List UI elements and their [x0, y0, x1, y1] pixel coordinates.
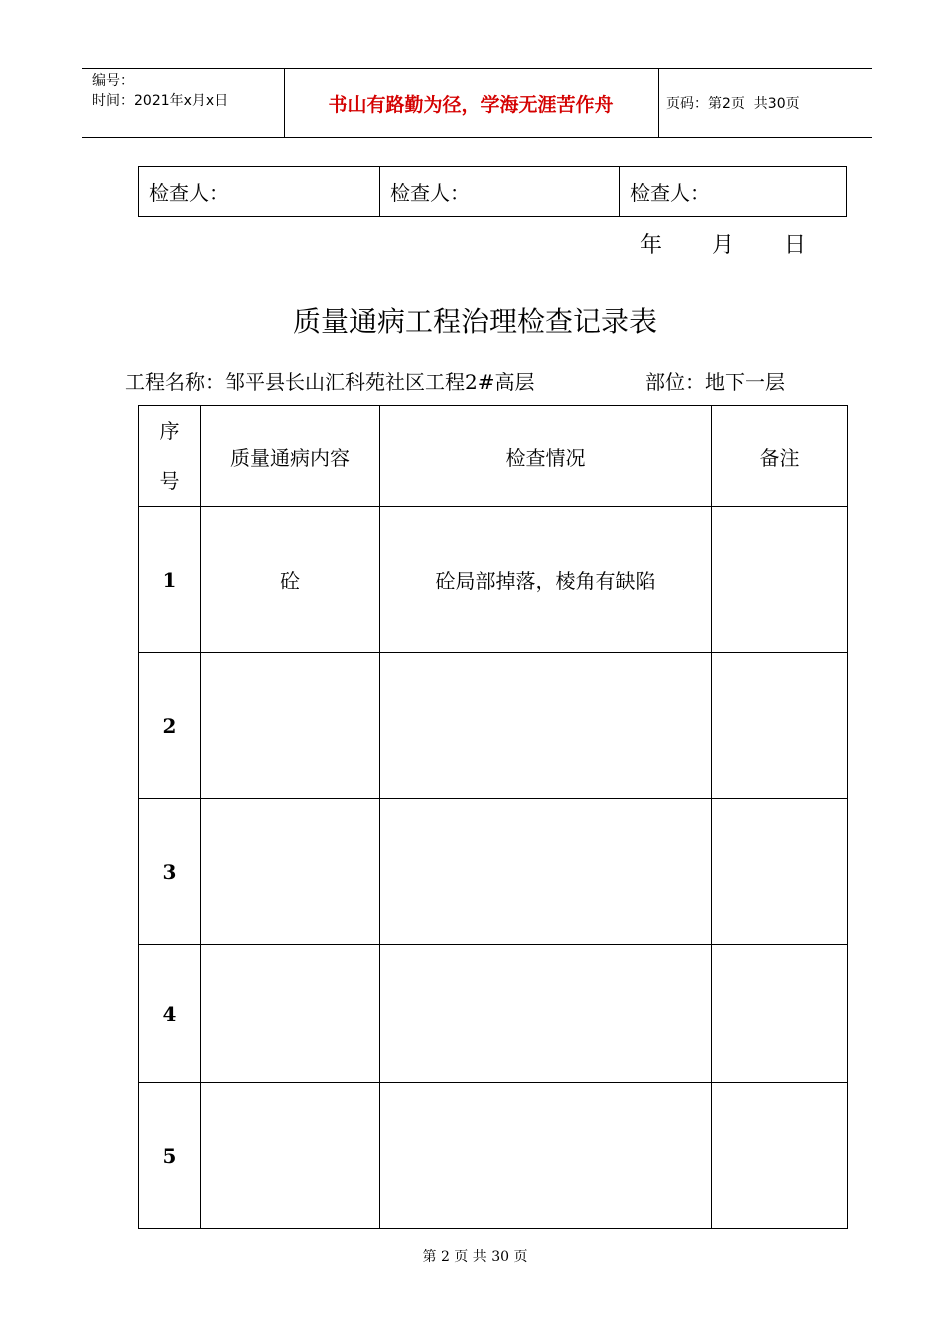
checker-cell: 检查人：: [139, 167, 380, 217]
row-note[interactable]: [712, 1083, 848, 1229]
checker-cell: 检查人：: [620, 167, 847, 217]
header-divider: [658, 69, 659, 137]
row-situation[interactable]: 砼局部掉落，棱角有缺陷: [380, 507, 712, 653]
header-meta: [92, 71, 228, 111]
row-content[interactable]: [201, 1083, 380, 1229]
date-month: 月: [712, 233, 735, 258]
table-row: [139, 799, 848, 945]
table-row: [139, 1083, 848, 1229]
header-page-info: 页码：第2页 共30页: [666, 96, 800, 112]
number-label: 编号：: [92, 73, 134, 89]
row-note[interactable]: [712, 799, 848, 945]
checker-cell: 检查人：: [380, 167, 620, 217]
row-content[interactable]: [201, 653, 380, 799]
date-day: 日: [784, 233, 807, 258]
header-situation: 检查情况: [380, 406, 712, 507]
header-content: 质量通病内容: [201, 406, 380, 507]
row-content[interactable]: [201, 945, 380, 1083]
page-header: [82, 68, 872, 138]
row-note[interactable]: [712, 653, 848, 799]
header-note: 备注: [712, 406, 848, 507]
row-note[interactable]: [712, 945, 848, 1083]
checker-table: [138, 166, 847, 217]
row-seq: 2: [139, 653, 201, 799]
document-title: 质量通病工程治理检查记录表: [292, 305, 657, 338]
project-name: 工程名称：邹平县长山汇科苑社区工程2#高层: [125, 370, 535, 394]
date-line: [640, 228, 806, 259]
row-seq: 3: [139, 799, 201, 945]
row-seq: 4: [139, 945, 201, 1083]
table-header-row: [139, 406, 848, 507]
row-situation[interactable]: [380, 1083, 712, 1229]
row-note[interactable]: [712, 507, 848, 653]
row-seq: 5: [139, 1083, 201, 1229]
project-location: 部位：地下一层: [645, 370, 785, 394]
table-row: [139, 945, 848, 1083]
header-seq: 序 号: [139, 406, 201, 507]
row-content[interactable]: [201, 799, 380, 945]
table-row: [139, 653, 848, 799]
row-situation[interactable]: [380, 799, 712, 945]
row-content[interactable]: 砼: [201, 507, 380, 653]
page-footer: 第 2 页 共 30 页: [422, 1249, 528, 1265]
time-label: 时间：2021年x月x日: [92, 93, 229, 109]
date-year: 年: [640, 233, 663, 258]
row-seq: 1: [139, 507, 201, 653]
table-row: [139, 507, 848, 653]
header-motto: 书山有路勤为径，学海无涯苦作舟: [328, 93, 614, 116]
row-situation[interactable]: [380, 945, 712, 1083]
inspection-table: [138, 405, 848, 1229]
row-situation[interactable]: [380, 653, 712, 799]
